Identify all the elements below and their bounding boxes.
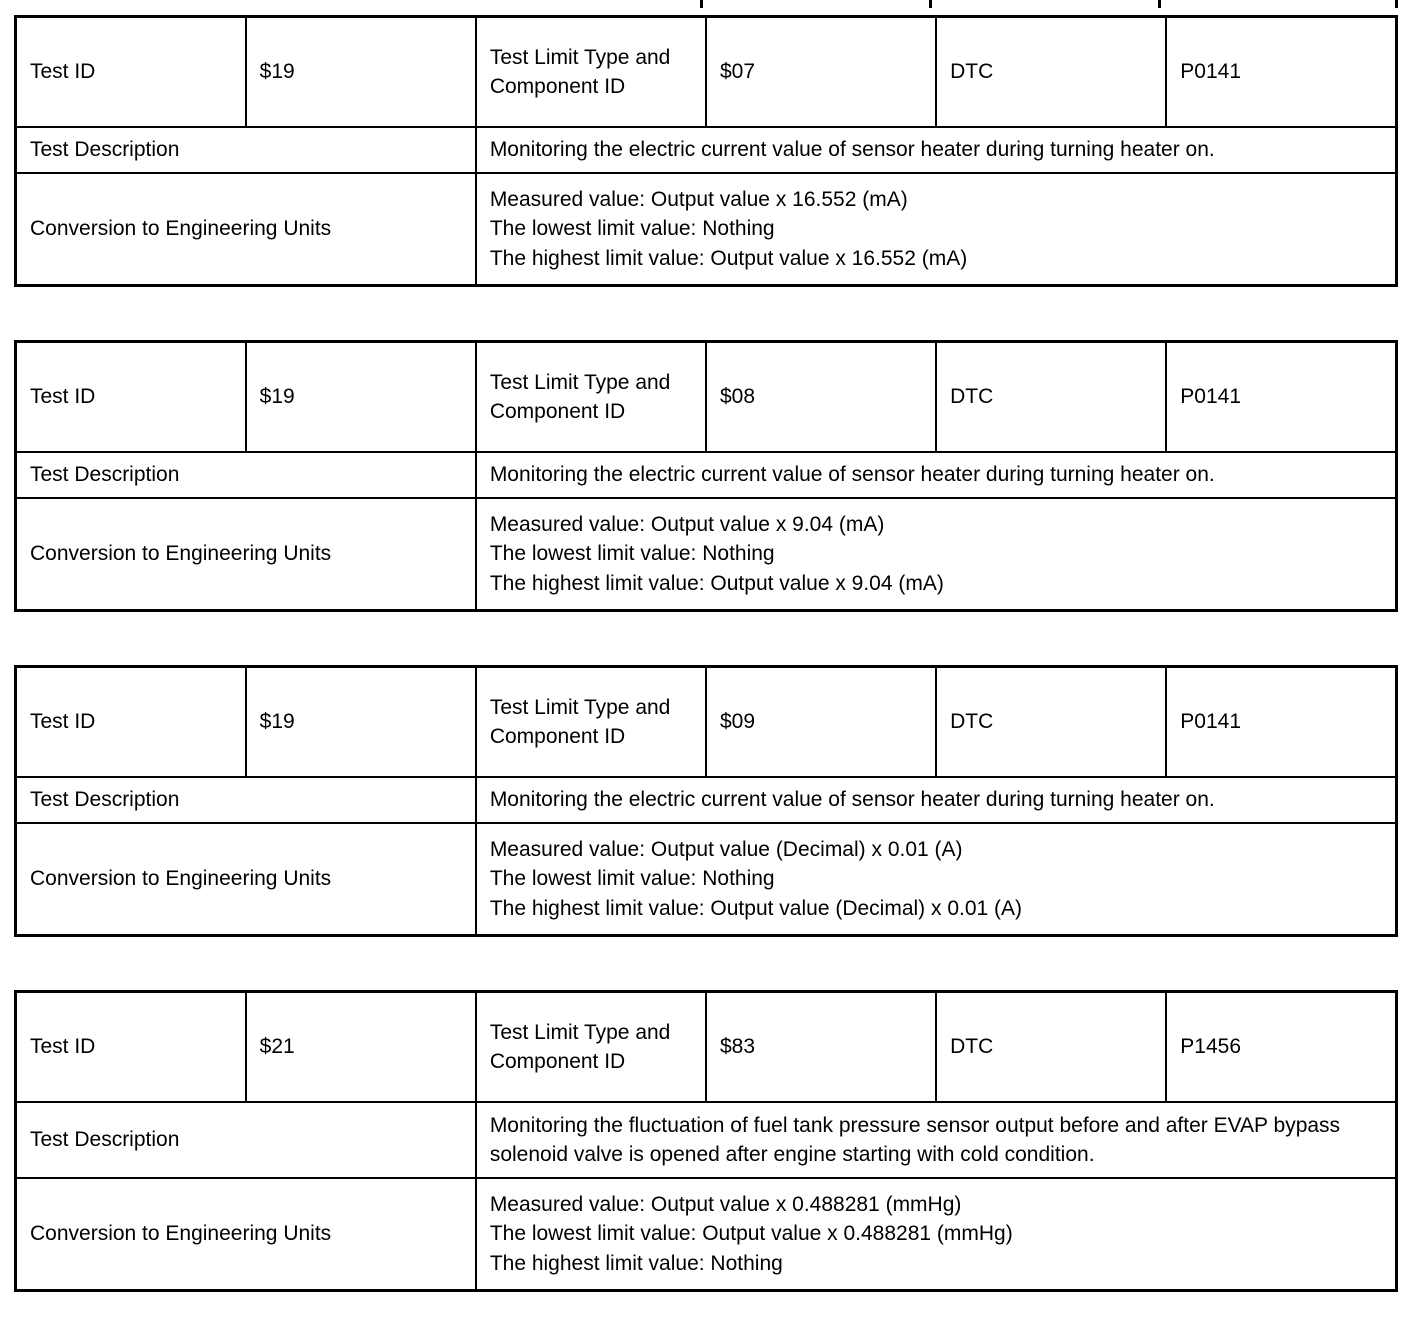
highest-limit-line: The highest limit value: Output value x 16.552 (mA) bbox=[489, 246, 968, 270]
measured-value-line: Measured value: Output value (Decimal) x 0.01 (A) bbox=[489, 837, 963, 861]
test-id-label: Test ID bbox=[16, 17, 246, 128]
test-id-value: $19 bbox=[246, 17, 476, 128]
dtc-value: P0141 bbox=[1166, 17, 1396, 128]
component-id-value: $07 bbox=[706, 17, 936, 128]
highest-limit-line: The highest limit value: Output value (Decimal) x 0.01 (A) bbox=[489, 896, 1023, 920]
highest-limit-line: The highest limit value: Output value x 9.04 (mA) bbox=[489, 571, 944, 595]
test-description-label: Test Description bbox=[16, 777, 476, 823]
lowest-limit-line: The lowest limit value: Nothing bbox=[489, 217, 775, 241]
test-description-label: Test Description bbox=[16, 127, 476, 173]
lowest-limit-line: The lowest limit value: Output value x 0.488281 (mmHg) bbox=[489, 1222, 1013, 1246]
limit-type-label: Test Limit Type and Component ID bbox=[476, 667, 706, 778]
table-border-tick bbox=[929, 0, 932, 8]
component-id-value: $09 bbox=[706, 667, 936, 778]
test-description-label: Test Description bbox=[16, 1102, 476, 1178]
conversion-label: Conversion to Engineering Units bbox=[16, 823, 476, 936]
dtc-value: P0141 bbox=[1166, 342, 1396, 453]
conversion-label: Conversion to Engineering Units bbox=[16, 1178, 476, 1291]
dtc-label: DTC bbox=[936, 342, 1166, 453]
test-id-value: $19 bbox=[246, 667, 476, 778]
measured-value-line: Measured value: Output value x 9.04 (mA) bbox=[489, 512, 885, 536]
test-description-value: Monitoring the electric current value of sensor heater during turning heater on. bbox=[476, 452, 1397, 498]
dtc-value: P1456 bbox=[1166, 992, 1396, 1103]
limit-type-label: Test Limit Type and Component ID bbox=[476, 342, 706, 453]
test-spec-table-1 bbox=[14, 15, 1398, 287]
conversion-value bbox=[476, 498, 1397, 611]
highest-limit-line: The highest limit value: Nothing bbox=[489, 1251, 783, 1275]
test-description-value: Monitoring the electric current value of sensor heater during turning heater on. bbox=[476, 777, 1397, 823]
table-border-tick bbox=[700, 0, 703, 8]
conversion-label: Conversion to Engineering Units bbox=[16, 498, 476, 611]
measured-value-line: Measured value: Output value x 16.552 (mA) bbox=[489, 187, 908, 211]
limit-type-label: Test Limit Type and Component ID bbox=[476, 992, 706, 1103]
limit-type-label: Test Limit Type and Component ID bbox=[476, 17, 706, 128]
component-id-value: $08 bbox=[706, 342, 936, 453]
cutoff-table-fragment bbox=[14, 0, 1398, 8]
test-spec-table-4 bbox=[14, 990, 1398, 1292]
test-description-value: Monitoring the fluctuation of fuel tank pressure sensor output before and after EVAP bypass solenoid valve is opened after engine starting with cold condition. bbox=[476, 1102, 1397, 1178]
dtc-label: DTC bbox=[936, 992, 1166, 1103]
conversion-label: Conversion to Engineering Units bbox=[16, 173, 476, 286]
conversion-value bbox=[476, 1178, 1397, 1291]
test-spec-table-2 bbox=[14, 340, 1398, 612]
test-description-value: Monitoring the electric current value of sensor heater during turning heater on. bbox=[476, 127, 1397, 173]
test-id-label: Test ID bbox=[16, 667, 246, 778]
lowest-limit-line: The lowest limit value: Nothing bbox=[489, 542, 775, 566]
table-border-tick bbox=[1158, 0, 1161, 8]
conversion-value bbox=[476, 823, 1397, 936]
test-id-value: $19 bbox=[246, 342, 476, 453]
lowest-limit-line: The lowest limit value: Nothing bbox=[489, 867, 775, 891]
test-tables-container bbox=[14, 15, 1398, 1292]
dtc-label: DTC bbox=[936, 17, 1166, 128]
test-id-value: $21 bbox=[246, 992, 476, 1103]
test-id-label: Test ID bbox=[16, 342, 246, 453]
test-description-label: Test Description bbox=[16, 452, 476, 498]
dtc-value: P0141 bbox=[1166, 667, 1396, 778]
measured-value-line: Measured value: Output value x 0.488281 (mmHg) bbox=[489, 1192, 962, 1216]
dtc-label: DTC bbox=[936, 667, 1166, 778]
component-id-value: $83 bbox=[706, 992, 936, 1103]
test-id-label: Test ID bbox=[16, 992, 246, 1103]
test-spec-table-3 bbox=[14, 665, 1398, 937]
conversion-value bbox=[476, 173, 1397, 286]
table-border-tick bbox=[1395, 0, 1398, 8]
